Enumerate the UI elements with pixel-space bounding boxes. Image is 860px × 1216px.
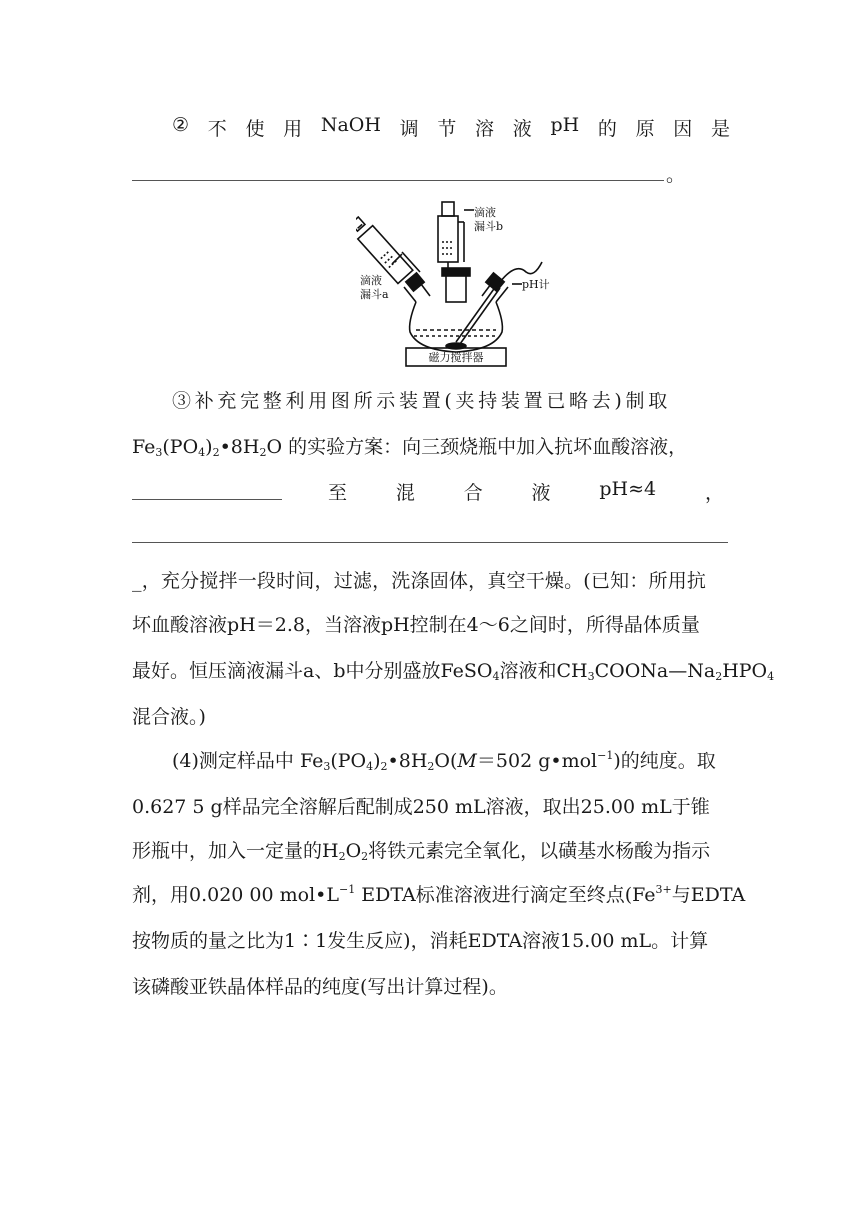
q4-line3: 形瓶中，加入一定量的$H_2O_2$将铁元素完全氧化，以磺基水杨酸为指示	[132, 840, 711, 863]
q2-char: 用	[283, 118, 303, 140]
ph-meter-label: pH计	[522, 278, 550, 291]
funnel-b-label-2: 漏斗b	[474, 220, 504, 233]
q4-line6: 该磷酸亚铁晶体样品的纯度(写出计算过程)。	[132, 976, 508, 998]
apparatus-figure	[356, 192, 556, 370]
q2-char: 因	[673, 118, 693, 140]
q3-line4: _，充分搅拌一段时间，过滤，洗涤固体，真空干燥。(已知：所用抗	[132, 570, 707, 592]
q3-answer-blank-1	[132, 499, 282, 500]
q2-char: NaOH	[320, 114, 381, 136]
q2-end-mark: 。	[666, 164, 686, 186]
q3-line7: 混合液。)	[132, 706, 206, 728]
q3-answer-blank-2	[132, 542, 728, 543]
q2-marker: ②	[172, 114, 190, 136]
q2-char: 原	[635, 118, 655, 140]
q2-char: 节	[437, 118, 457, 140]
q3-line5: 坏血酸溶液pH＝2.8，当溶液pH控制在4～6之间时，所得晶体质量	[132, 614, 700, 636]
stirrer-label: 磁力搅拌器	[428, 351, 484, 364]
q2-char: 调	[399, 118, 419, 140]
q2-char: pH	[550, 114, 580, 136]
q3-line3: 至 混 合 液 pH≈4 ，	[328, 478, 724, 504]
q3-line2: $Fe_3(PO_4)_2•8H_2O$ 的实验方案：向三颈烧瓶中加入抗坏血酸溶液，	[132, 436, 688, 459]
q2-char: 是	[710, 118, 730, 140]
q3-line1: ③补充完整利用图所示装置(夹持装置已略去)制取	[172, 390, 671, 412]
q3-line6: 最好。恒压滴液漏斗a、b中分别盛放FeSO$_4$溶液和$CH_3COONa—Na_2HPO_4$	[132, 660, 775, 683]
q2-line	[172, 114, 730, 141]
funnel-a-label-2: 漏斗a	[360, 288, 389, 301]
q2-char: 的	[597, 118, 617, 140]
q2-char: 液	[512, 118, 532, 140]
q2-char: 不	[207, 118, 227, 140]
q4-line4: 剂，用0.020 00 $mol•L^{-1}$ EDTA标准溶液进行滴定至终点($Fe^{3+}$与EDTA	[132, 883, 746, 906]
q4-line1: (4)测定样品中 $Fe_3(PO_4)_2•8H_2O(M=502$ g•mol$^{-1}$)的纯度。取	[172, 749, 716, 773]
funnel-a-label: 滴液	[360, 274, 382, 287]
q2-char: 溶	[475, 118, 495, 140]
q2-char: 使	[245, 118, 265, 140]
q4-line5: 按物质的量之比为1∶1发生反应)，消耗EDTA溶液15.00 mL。计算	[132, 930, 709, 952]
funnel-b-label: 滴液	[474, 206, 496, 219]
q4-line2: 0.627 5 g样品完全溶解后配制成250 mL溶液，取出25.00 mL于锥	[132, 796, 710, 818]
q2-answer-blank	[132, 180, 664, 181]
